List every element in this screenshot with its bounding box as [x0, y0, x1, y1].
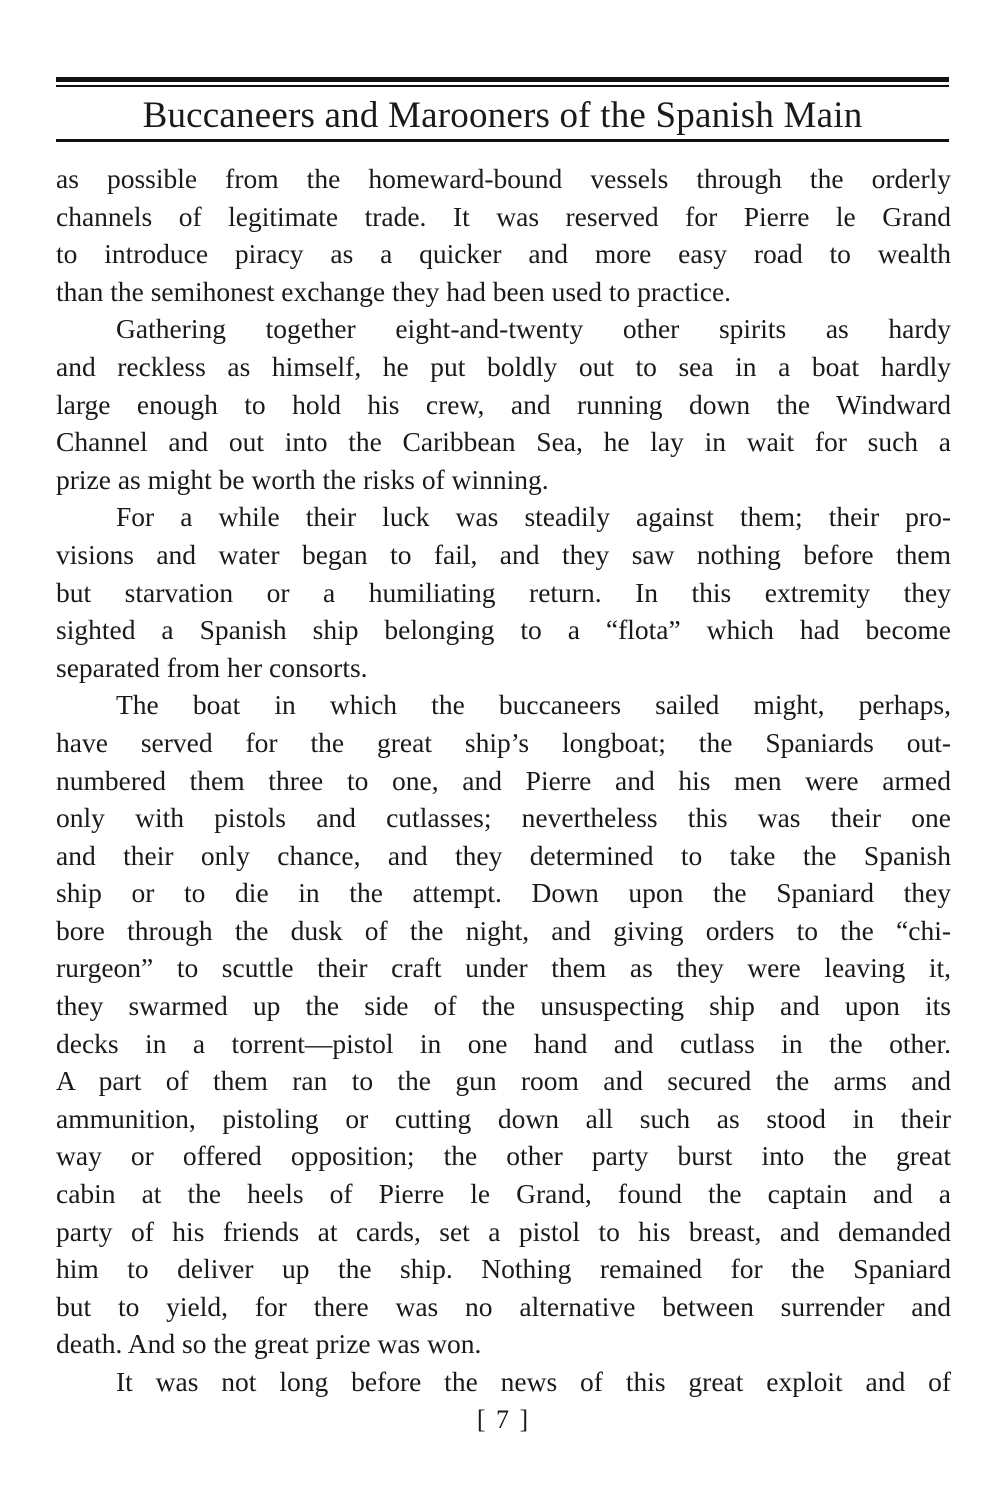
header-rule-thick — [56, 77, 949, 82]
text-line: channels of legitimate trade. It was reserved for Pierre le Grand — [56, 200, 951, 232]
text-line: but starvation or a humiliating return. In this extremity they — [56, 576, 951, 608]
text-line: than the semihonest exchange they had been used to practice. — [56, 275, 732, 307]
text-line: only with pistols and cutlasses; nevertheless this was their one — [56, 802, 951, 834]
text-line: ship or to die in the attempt. Down upon the Spaniard they — [56, 877, 951, 909]
text-line: Gathering together eight-and-twenty other spirits as hardy — [116, 313, 951, 345]
text-line: For a while their luck was steadily against them; their pro- — [116, 501, 951, 533]
text-line: visions and water began to fail, and they saw nothing before them — [56, 538, 951, 570]
header-rule-thin — [56, 85, 949, 87]
text-line: death. And so the great prize was won. — [56, 1328, 482, 1360]
text-line: prize as might be worth the risks of winning. — [56, 463, 549, 495]
book-page — [56, 0, 951, 1490]
running-head: Buccaneers and Marooners of the Spanish Main — [142, 95, 863, 136]
text-line: as possible from the homeward-bound vessels through the orderly — [56, 163, 951, 194]
running-head-underline — [56, 139, 949, 142]
text-line: The boat in which the buccaneers sailed might, perhaps, — [116, 689, 951, 721]
text-line: large enough to hold his crew, and running down the Windward — [56, 388, 951, 420]
text-line: cabin at the heels of Pierre le Grand, found the captain and a — [56, 1178, 951, 1210]
text-line: sighted a Spanish ship belonging to a “flota” which had become — [56, 614, 951, 646]
text-line: they swarmed up the side of the unsuspecting ship and upon its — [56, 990, 951, 1022]
text-line: bore through the dusk of the night, and giving orders to the “chi- — [56, 914, 951, 946]
text-line: rurgeon” to scuttle their craft under them as they were leaving it, — [56, 952, 951, 984]
body-text — [56, 160, 951, 1401]
text-line: party of his friends at cards, set a pistol to his breast, and demanded — [56, 1215, 951, 1247]
text-line: It was not long before the news of this great exploit and of — [116, 1366, 951, 1397]
text-line: separated from her consorts. — [56, 651, 368, 683]
text-line: him to deliver up the ship. Nothing remained for the Spaniard — [56, 1253, 951, 1285]
text-line: to introduce piracy as a quicker and more easy road to wealth — [56, 238, 951, 270]
text-line: and their only chance, and they determined to take the Spanish — [56, 839, 951, 871]
text-line: and reckless as himself, he put boldly out to sea in a boat hardly — [56, 350, 951, 382]
text-line: but to yield, for there was no alternative between surrender and — [56, 1290, 951, 1322]
text-line: have served for the great ship’s longboat; the Spaniards out- — [56, 726, 951, 758]
text-line: way or offered opposition; the other party burst into the great — [56, 1140, 951, 1172]
page-number: [ 7 ] — [476, 1405, 531, 1434]
text-line: numbered them three to one, and Pierre and his men were armed — [56, 764, 951, 796]
text-line: ammunition, pistoling or cutting down all such as stood in their — [56, 1102, 951, 1134]
text-line: decks in a torrent—pistol in one hand and cutlass in the other. — [56, 1027, 951, 1059]
text-line: A part of them ran to the gun room and secured the arms and — [56, 1065, 951, 1097]
text-line: Channel and out into the Caribbean Sea, he lay in wait for such a — [56, 426, 951, 458]
